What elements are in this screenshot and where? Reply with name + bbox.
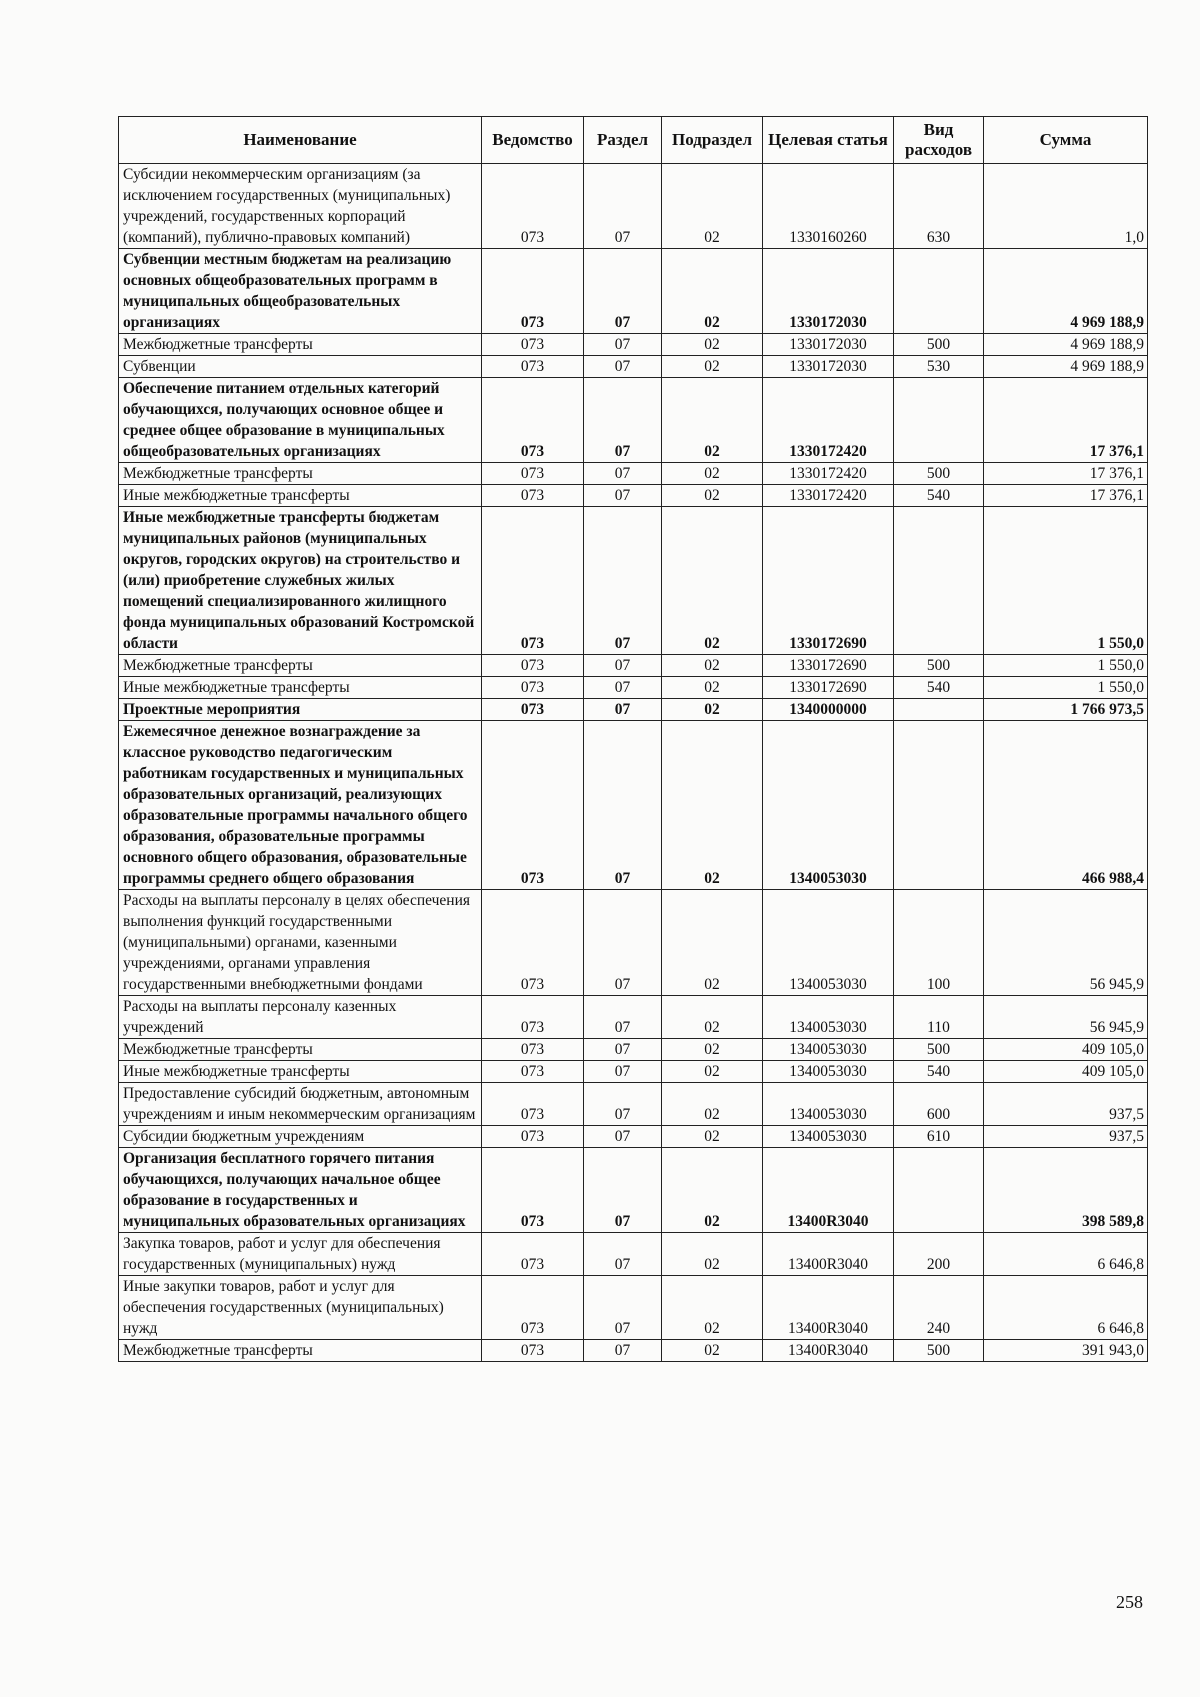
cell-amount: 1,0 [984,164,1148,249]
table-row [119,249,1148,334]
cell-expense [894,507,984,655]
cell-subsection: 02 [662,463,763,485]
budget-table [118,116,1148,1362]
cell-target: 13400R3040 [763,1276,894,1340]
cell-subsection: 02 [662,1233,763,1276]
table-row [119,1039,1148,1061]
cell-section: 07 [584,1126,662,1148]
cell-target: 1340053030 [763,996,894,1039]
budget-sheet [118,116,1147,1362]
cell-dept: 073 [482,1039,584,1061]
header-amount: Сумма [984,117,1148,164]
table-row [119,1083,1148,1126]
table-body [119,164,1148,1362]
cell-name: Межбюджетные трансферты [119,1039,482,1061]
cell-target: 13400R3040 [763,1340,894,1362]
cell-dept: 073 [482,1276,584,1340]
cell-name: Межбюджетные трансферты [119,334,482,356]
table-row [119,677,1148,699]
cell-name: Проектные мероприятия [119,699,482,721]
page-number: 258 [1116,1592,1143,1612]
table-row [119,463,1148,485]
table-row [119,996,1148,1039]
cell-amount: 398 589,8 [984,1148,1148,1233]
cell-name: Организация бесплатного горячего питания обучающихся, получающих начальное общее образование в государственных и муниципальных образовательных организациях [119,1148,482,1233]
cell-subsection: 02 [662,378,763,463]
table-row [119,655,1148,677]
cell-dept: 073 [482,721,584,890]
cell-amount: 937,5 [984,1126,1148,1148]
cell-subsection: 02 [662,699,763,721]
cell-target: 1340053030 [763,890,894,996]
table-row [119,721,1148,890]
cell-expense [894,699,984,721]
cell-amount: 409 105,0 [984,1061,1148,1083]
cell-name: Межбюджетные трансферты [119,463,482,485]
cell-dept: 073 [482,507,584,655]
cell-name: Обеспечение питанием отдельных категорий обучающихся, получающих основное общее и среднее общее образование в муниципальных общеобразовательных организациях [119,378,482,463]
cell-amount: 4 969 188,9 [984,356,1148,378]
cell-name: Закупка товаров, работ и услуг для обеспечения государственных (муниципальных) нужд [119,1233,482,1276]
cell-amount: 391 943,0 [984,1340,1148,1362]
cell-target: 1330172420 [763,378,894,463]
table-row [119,1340,1148,1362]
header-name: Наименование [119,117,482,164]
cell-dept: 073 [482,378,584,463]
cell-dept: 073 [482,1340,584,1362]
cell-dept: 073 [482,1061,584,1083]
cell-dept: 073 [482,1083,584,1126]
cell-name: Ежемесячное денежное вознаграждение за классное руководство педагогическим работникам государственных и муниципальных образовательных организаций, реализующих образовательные программы начального общего образования, образовательные программы основного общего образования, образовательные программы среднего общего образования [119,721,482,890]
cell-dept: 073 [482,1126,584,1148]
cell-amount: 4 969 188,9 [984,249,1148,334]
cell-name: Субсидии некоммерческим организациям (за исключением государственных (муниципальных) учреждений, государственных корпораций (компаний), публично-правовых компаний) [119,164,482,249]
cell-target: 1330172420 [763,463,894,485]
table-row [119,164,1148,249]
cell-dept: 073 [482,1233,584,1276]
cell-section: 07 [584,1340,662,1362]
cell-name: Субвенции [119,356,482,378]
cell-subsection: 02 [662,1148,763,1233]
cell-subsection: 02 [662,507,763,655]
cell-name: Межбюджетные трансферты [119,1340,482,1362]
cell-expense: 630 [894,164,984,249]
cell-amount: 1 550,0 [984,655,1148,677]
cell-section: 07 [584,996,662,1039]
cell-name: Иные межбюджетные трансферты бюджетам муниципальных районов (муниципальных округов, городских округов) на строительство и (или) приобретение служебных жилых помещений специализированного жилищного фонда муниципальных образований Костромской области [119,507,482,655]
cell-subsection: 02 [662,1061,763,1083]
cell-section: 07 [584,1233,662,1276]
cell-amount: 17 376,1 [984,485,1148,507]
cell-section: 07 [584,721,662,890]
cell-expense: 500 [894,655,984,677]
cell-name: Субсидии бюджетным учреждениям [119,1126,482,1148]
cell-section: 07 [584,1148,662,1233]
cell-section: 07 [584,485,662,507]
cell-subsection: 02 [662,164,763,249]
table-row [119,699,1148,721]
table-row [119,378,1148,463]
cell-subsection: 02 [662,356,763,378]
cell-amount: 4 969 188,9 [984,334,1148,356]
cell-amount: 1 766 973,5 [984,699,1148,721]
table-row [119,485,1148,507]
cell-expense: 540 [894,485,984,507]
cell-section: 07 [584,1039,662,1061]
cell-section: 07 [584,356,662,378]
cell-expense: 610 [894,1126,984,1148]
cell-expense: 200 [894,1233,984,1276]
cell-dept: 073 [482,677,584,699]
cell-expense: 110 [894,996,984,1039]
cell-name: Расходы на выплаты персоналу казенных учреждений [119,996,482,1039]
cell-subsection: 02 [662,890,763,996]
cell-amount: 937,5 [984,1083,1148,1126]
cell-dept: 073 [482,699,584,721]
header-expense: Вид расходов [894,117,984,164]
header-dept: Ведомство [482,117,584,164]
cell-dept: 073 [482,334,584,356]
table-row [119,507,1148,655]
cell-name: Расходы на выплаты персоналу в целях обеспечения выполнения функций государственными (муниципальными) органами, казенными учреждениями, органами управления государственными внебюджетными фондами [119,890,482,996]
cell-name: Иные закупки товаров, работ и услуг для обеспечения государственных (муниципальных) нужд [119,1276,482,1340]
cell-target: 1330172690 [763,655,894,677]
cell-subsection: 02 [662,677,763,699]
cell-target: 1330172030 [763,249,894,334]
cell-expense: 500 [894,463,984,485]
cell-section: 07 [584,677,662,699]
cell-section: 07 [584,507,662,655]
header-target: Целевая статья [763,117,894,164]
cell-name: Межбюджетные трансферты [119,655,482,677]
header-section: Раздел [584,117,662,164]
header-subsection: Подраздел [662,117,763,164]
cell-expense: 500 [894,1340,984,1362]
cell-target: 1340053030 [763,1083,894,1126]
cell-expense [894,1148,984,1233]
cell-subsection: 02 [662,1126,763,1148]
cell-section: 07 [584,249,662,334]
table-row [119,1276,1148,1340]
cell-subsection: 02 [662,721,763,890]
cell-section: 07 [584,890,662,996]
cell-target: 1330172030 [763,356,894,378]
cell-dept: 073 [482,164,584,249]
table-row [119,356,1148,378]
cell-amount: 56 945,9 [984,996,1148,1039]
cell-section: 07 [584,463,662,485]
cell-expense: 540 [894,1061,984,1083]
cell-name: Предоставление субсидий бюджетным, автономным учреждениям и иным некоммерческим организациям [119,1083,482,1126]
cell-dept: 073 [482,655,584,677]
cell-target: 1340053030 [763,1039,894,1061]
cell-subsection: 02 [662,1276,763,1340]
cell-target: 13400R3040 [763,1233,894,1276]
cell-amount: 1 550,0 [984,677,1148,699]
cell-section: 07 [584,655,662,677]
cell-name: Субвенции местным бюджетам на реализацию основных общеобразовательных программ в муниципальных общеобразовательных организациях [119,249,482,334]
cell-target: 13400R3040 [763,1148,894,1233]
cell-expense: 600 [894,1083,984,1126]
cell-expense: 100 [894,890,984,996]
cell-subsection: 02 [662,1039,763,1061]
cell-section: 07 [584,334,662,356]
cell-section: 07 [584,1276,662,1340]
cell-amount: 56 945,9 [984,890,1148,996]
cell-target: 1340053030 [763,1126,894,1148]
cell-subsection: 02 [662,1083,763,1126]
cell-amount: 409 105,0 [984,1039,1148,1061]
cell-subsection: 02 [662,334,763,356]
cell-expense: 540 [894,677,984,699]
cell-expense [894,721,984,890]
cell-dept: 073 [482,463,584,485]
cell-expense: 500 [894,1039,984,1061]
cell-amount: 1 550,0 [984,507,1148,655]
cell-expense: 530 [894,356,984,378]
cell-target: 1340000000 [763,699,894,721]
table-row [119,1126,1148,1148]
cell-expense [894,249,984,334]
cell-amount: 6 646,8 [984,1276,1148,1340]
cell-target: 1330172690 [763,507,894,655]
cell-subsection: 02 [662,1340,763,1362]
cell-target: 1340053030 [763,721,894,890]
cell-section: 07 [584,164,662,249]
cell-target: 1340053030 [763,1061,894,1083]
table-row [119,1233,1148,1276]
cell-dept: 073 [482,1148,584,1233]
cell-target: 1330172420 [763,485,894,507]
cell-expense: 500 [894,334,984,356]
cell-dept: 073 [482,356,584,378]
table-row [119,890,1148,996]
cell-dept: 073 [482,996,584,1039]
cell-section: 07 [584,378,662,463]
cell-amount: 466 988,4 [984,721,1148,890]
cell-target: 1330160260 [763,164,894,249]
cell-name: Иные межбюджетные трансферты [119,485,482,507]
cell-expense [894,378,984,463]
table-row [119,1148,1148,1233]
cell-subsection: 02 [662,655,763,677]
cell-section: 07 [584,1061,662,1083]
cell-subsection: 02 [662,996,763,1039]
cell-target: 1330172690 [763,677,894,699]
cell-section: 07 [584,699,662,721]
cell-name: Иные межбюджетные трансферты [119,677,482,699]
cell-amount: 17 376,1 [984,463,1148,485]
cell-expense: 240 [894,1276,984,1340]
cell-dept: 073 [482,249,584,334]
table-row [119,1061,1148,1083]
cell-target: 1330172030 [763,334,894,356]
cell-subsection: 02 [662,485,763,507]
cell-dept: 073 [482,485,584,507]
cell-dept: 073 [482,890,584,996]
cell-section: 07 [584,1083,662,1126]
cell-amount: 6 646,8 [984,1233,1148,1276]
cell-amount: 17 376,1 [984,378,1148,463]
table-row [119,334,1148,356]
cell-name: Иные межбюджетные трансферты [119,1061,482,1083]
header-row [119,117,1148,164]
cell-subsection: 02 [662,249,763,334]
